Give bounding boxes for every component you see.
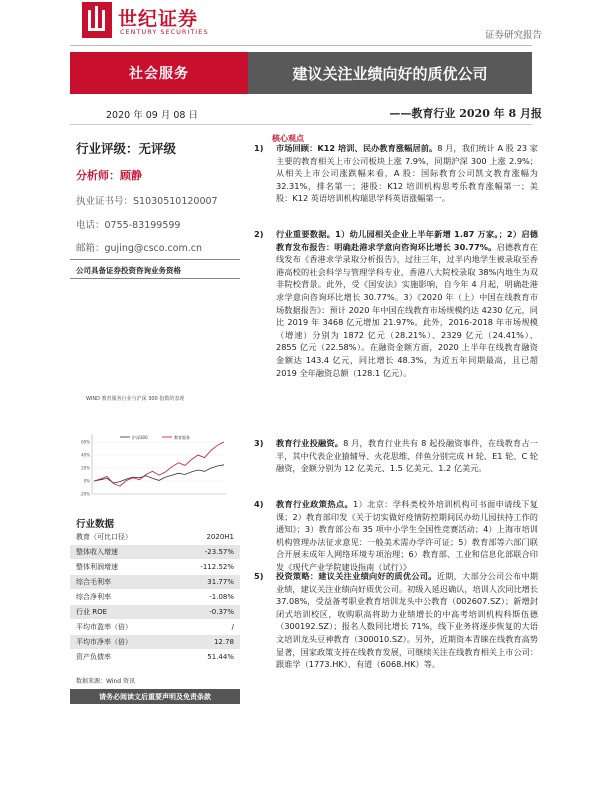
table-cell-value: 12.78 [213,638,234,646]
table-row [70,650,240,664]
point-policy-hotspots [254,498,538,574]
data-source: 数据来源：Wind 资讯 [76,678,135,685]
table-cell-label: 行业 ROE [76,608,108,616]
y-tick-label: 40% [81,452,90,458]
series-line-education [94,442,224,486]
chart-title: WIND 教育服务行业与沪深 300 指数的表现 [86,396,185,402]
legend-label-education: 教育服务 [174,435,190,440]
sector-label: 社会服务 [70,52,248,94]
point-number: 1) [254,143,264,153]
point-industry-data [254,228,538,379]
table-cell-label: 综合净利率 [76,593,111,601]
table-cell-label: 教育（可比口径） [76,533,132,541]
header-divider [70,45,532,46]
certificate-number: 执业证书号：S1030510120007 [76,196,218,207]
industry-data-title: 行业数据 [76,519,115,530]
disclaimer-bar: 请务必阅读文后重要声明及免责条款 [70,689,240,704]
table-cell-label: 平均市盈率（倍） [76,623,132,631]
point-heading: 市场回顾：K12 培训、民办教育涨幅居前。 [276,143,438,153]
y-tick-label: -20% [79,491,90,497]
email-address: 邮箱：gujing@csco.com.cn [76,243,202,254]
table-cell-value: 31.77% [207,578,234,586]
company-logo-mark [82,2,112,38]
point-text: 8 月，教育行业共有 8 起投融资事件，在线教育占一半，其中代表企业猿辅导、火花思维、伴鱼分别完成 H 轮、E1 轮、C 轮融资，金额分别为 12 亿美元、1.5 亿美元、1.2 亿美元。 [276,438,538,474]
series-line-hs300 [94,465,224,483]
point-number: 4) [254,499,264,509]
point-heading: 投资策略：建议关注业绩向好的质优公司。 [276,571,437,581]
point-heading: 教育行业投融资。 [276,438,344,448]
table-cell-value: -1.08% [209,593,234,601]
report-type: 证券研究报告 [484,30,542,41]
table-row [70,635,240,649]
industry-rating: 行业评级：无评级 [76,141,177,156]
logo-icon [82,2,112,38]
y-tick-label: 60% [81,439,90,445]
qualification-note: 公司具备证券投资咨询业务资格 [76,266,181,275]
table-row [70,575,240,589]
table-cell-label: 整体收入增速 [76,548,118,556]
point-text: 近期，大部分公司公布中期业绩，建议关注业绩向好质优公司。初级入延迟确认，培训人次同比增长 37.08%，受益备考职业教育培训龙头中公教育（002607.SZ）；新增封闭式培训校区，收购职高将助力业绩增长的中高考培训机构科斯伍德（300192.SZ）；报名人数同比增长 71%，线下业务将逐步恢复的大语文培训龙头豆神教育（300010.SZ）。另外，近期资本青睐在线教育高势显著，国家政策支持在线教育发展，可继续关注在线教育相关上市公司：跟谁学（1773.HK）、有道（6068.HK）等。 [276,571,539,670]
table-row [70,605,240,619]
y-tick-label: 0% [83,478,90,484]
point-number: 5) [254,571,264,581]
report-title: 建议关注业绩向好的质优公司 [248,52,532,94]
logo-text: 世纪证券 [118,8,199,30]
point-heading: 教育行业政策热点。 [276,499,354,509]
point-investment-financing [254,437,538,475]
table-row [70,530,240,544]
table-cell-label: 综合毛利率 [76,578,111,586]
analyst-name: 分析师：顾静 [76,169,142,182]
table-row [70,560,240,574]
table-cell-value: 2020H1 [206,533,234,541]
y-tick-label: 20% [81,465,90,471]
table-cell-label: 资产负债率 [76,653,111,661]
legend-label-hs300: 沪深300 [132,435,148,440]
table-cell-value: / [231,623,234,631]
point-text: 启德教育在线发布《香港求学录取分析报告》，过往三年，过半内地学生被录取至香港高校的社会科学与管理学科专业，香港八大院校录取 38%内地生为双非院校背景。此外，受《国安法》实施影响，自今年 4 月起，明确赴港求学意向咨询环比增长 30.77%。3）《2020 年（上）中国在线教育市场数据报告》：预计 2020 年中国在线教育市场规模约达 4230 亿元，同比 2019 年 3468 亿元增加 21.97%。此外，2016-2018 年市场规模（增速）分别为 1872 亿元（28.21%）、2329 亿元（24.41%）、2855 亿元（22.58%）。在融资金额方面，2020 上半年在线教育融资金额达 143.4 亿元，同比增长 48.3%，为近五年同期最高，且已超 2019 全年融资总额（128.1 亿元）。 [276,241,538,378]
table-cell-value: -112.52% [200,563,234,571]
point-market-review [254,142,538,205]
table-cell-value: -23.57% [204,548,234,556]
qualification-divider [70,259,240,260]
phone-number: 电话：0755-83199599 [76,220,181,231]
report-subtitle: ——教育行业 2020 年 8 月报 [389,107,542,120]
report-date: 2020 年 09 月 08 日 [106,110,198,121]
qualification-divider-bottom [70,278,240,279]
table-cell-value: -0.37% [209,608,234,616]
point-number: 3) [254,438,264,448]
table-cell-label: 平均市净率（倍） [76,638,132,646]
point-investment-strategy [254,570,538,671]
table-cell-value: 51.44% [207,653,234,661]
point-number: 2) [254,229,264,239]
table-row [70,545,240,559]
point-text: 8 月，我们统计 A 股 23 家主要的教育相关上市公司板块上涨 7.9%，同期沪深 300 上涨 2.9%；从相关上市公司涨跌幅来看，A 股：国际教育公司凯文教育涨幅为 32.31%，排名第一；港股：K12 培训机构思考乐教育涨幅第一；美股：K12 英语培训机构瑞思学科英语涨幅第一。 [276,143,538,204]
point-heading: 行业重要数据。1）幼儿园相关企业上半年新增 1.87 万家。；2）启德教育发布报告：明确赴港求学意向咨询环比增长 30.77%。 [276,229,538,252]
subtitle-divider [70,124,532,125]
point-text: 1）北京：学科类校外培训机构可书面申请线下复课；2）教育部印发《关于切实做好疫情防控期间民办幼儿园扶持工作的通知》；3）教育部公布 35 项中小学生全国性竞赛活动；4）上海市培训机构管理办法征求意见：一般美术需办学许可证；5）教育部等六部门联合开展未成年人网络环境专项治理；6）教育部、工业和信息化部联合印发《现代产业学院建设指南（试行）》 [276,499,538,572]
table-row [70,590,240,604]
core-views-label: 核心观点 [272,134,304,143]
table-row [70,620,240,634]
performance-chart [70,428,230,504]
logo-english: CENTURY SECURITIES [120,28,209,36]
table-cell-label: 整体利润增速 [76,563,118,571]
